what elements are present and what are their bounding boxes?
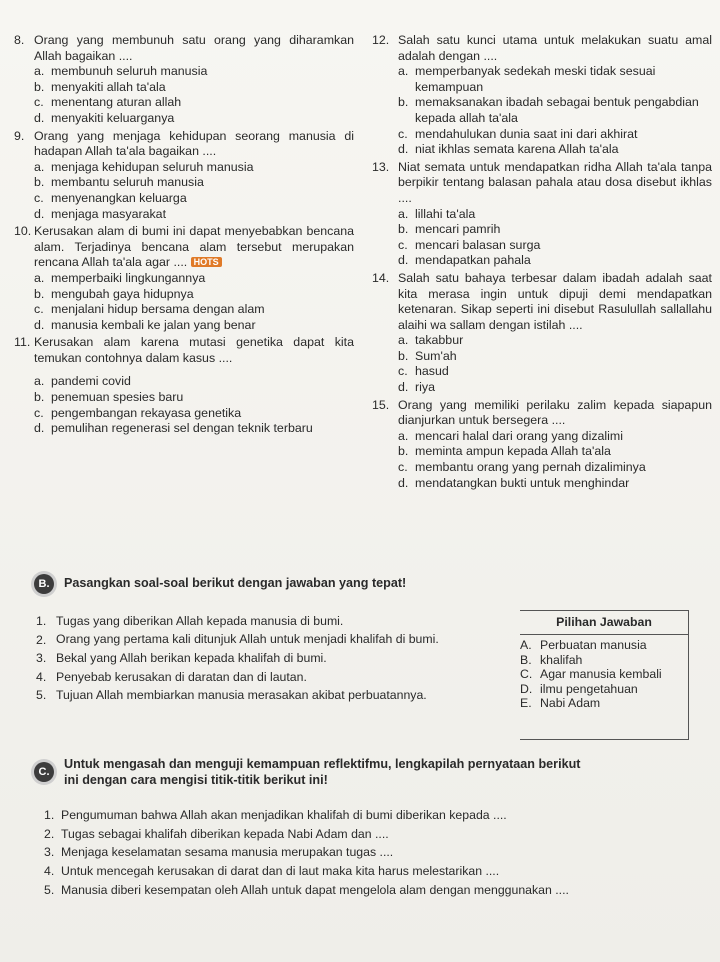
option[interactable]: a. lillahi ta'ala (398, 206, 476, 221)
answer-box-header: Pilihan Jawaban (520, 611, 688, 635)
option[interactable]: a. memperbaiki lingkungannya (34, 270, 206, 285)
answer-choice[interactable]: D. ilmu pengetahuan (520, 681, 638, 696)
section-c-title: Untuk mengasah dan menguji kemampuan reflektifmu, lengkapilah pernyataan berikut ini dengan cara mengisi titik-titik berikut ini! (64, 757, 581, 787)
option[interactable]: c. menentang aturan allah (34, 95, 182, 110)
question-text: Kerusakan alam karena mutasi genetika dapat kita temukan contohnya dalam kasus .... (34, 335, 354, 365)
question-text: Orang yang menjaga kehidupan seorang manusia di hadapan Allah ta'ala bagaikan .... (34, 128, 354, 159)
option[interactable]: d. menjaga masyarakat (34, 206, 167, 221)
option[interactable]: b. meminta ampun kepada Allah ta'ala (398, 444, 611, 459)
option[interactable]: b. Sum'ah (398, 348, 457, 363)
option[interactable]: c. menjalani hidup bersama dengan alam (34, 302, 265, 317)
option[interactable]: a. takabbur (398, 333, 464, 348)
option[interactable]: d. pemulihan regenerasi sel dengan teknik terbaru (34, 421, 313, 436)
list-item: 2. Orang yang pertama kali ditunjuk Allah untuk menjadi khalifah di bumi. (36, 631, 439, 647)
question-number: 12. (372, 33, 390, 47)
list-item: 1. Tugas yang diberikan Allah kepada manusia di bumi. (36, 614, 344, 628)
question-10 (14, 224, 354, 333)
option[interactable]: b. memaksanakan ibadah sebagai bentuk pengabdian kepada allah ta'ala (398, 95, 699, 125)
question-12 (372, 33, 712, 158)
answer-choices-box (520, 610, 689, 740)
option[interactable]: b. menyakiti allah ta'ala (34, 79, 166, 94)
question-text: Orang yang membunuh satu orang yang diharamkan Allah bagaikan .... (34, 33, 354, 63)
option[interactable]: b. mengubah gaya hidupnya (34, 286, 194, 301)
question-number: 11. (14, 335, 31, 350)
question-13 (372, 160, 712, 269)
list-item: 3. Bekal yang Allah berikan kepada khalifah di bumi. (36, 651, 327, 666)
option[interactable]: d. manusia kembali ke jalan yang benar (34, 317, 256, 332)
list-item: 5. Manusia diberi kesempatan oleh Allah untuk dapat mengelola alam dengan menggunakan .... (44, 882, 569, 897)
option[interactable]: c. menyenangkan keluarga (34, 190, 187, 205)
question-text: Orang yang memiliki perilaku zalim kepada siapapun dianjurkan untuk bersegera .... (398, 397, 712, 428)
question-8 (14, 33, 354, 127)
question-15 (372, 398, 712, 492)
option[interactable]: a. membunuh seluruh manusia (34, 64, 208, 79)
option[interactable]: a. mencari halal dari orang yang dizalimi (398, 428, 623, 443)
right-column (372, 33, 712, 491)
option[interactable]: d. riya (398, 380, 435, 395)
answer-choice[interactable]: E. Nabi Adam (520, 696, 601, 711)
question-number: 10. (14, 224, 32, 239)
question-text: Salah satu kunci utama untuk melakukan suatu amal adalah dengan .... (398, 33, 712, 63)
question-number: 8. (14, 33, 25, 47)
list-item: 1. Pengumuman bahwa Allah akan menjadikan khalifah di bumi diberikan kepada .... (44, 808, 507, 822)
question-text: Kerusakan alam di bumi ini dapat menyebabkan bencana alam. Terjadinya bencana alam tersebut merupakan rencana Allah ta'ala agar .... HOTS (34, 224, 354, 270)
option[interactable]: d. menyakiti keluarganya (34, 110, 175, 125)
hots-badge: HOTS (191, 257, 222, 267)
section-c-heading (34, 756, 580, 788)
option[interactable]: c. mencari balasan surga (398, 237, 541, 252)
left-column (14, 33, 354, 437)
option[interactable]: a. menjaga kehidupan seluruh manusia (34, 159, 254, 174)
answer-choice[interactable]: B. khalifah (520, 652, 583, 667)
option[interactable]: b. membantu seluruh manusia (34, 175, 204, 190)
option[interactable]: c. pengembangan rekayasa genetika (34, 405, 242, 420)
question-text: Salah satu bahaya terbesar dalam ibadah adalah saat kita merasa ingin untuk dipuji demi mendapatkan ketenaran. Sikap seperti ini disebut Rasulullah sallallahu alaihi wa sallam dengan istilah .... (398, 270, 712, 332)
section-b-heading (34, 574, 406, 594)
question-text: Niat semata untuk mendapatkan ridha Allah ta'ala tanpa berpikir tentang balasan pahala atau dosa disebut ikhlas .... (398, 159, 712, 205)
question-number: 14. (372, 270, 390, 285)
fill-in-questions (44, 806, 704, 900)
option[interactable]: d. niat ikhlas semata karena Allah ta'ala (398, 142, 619, 157)
list-item: 4. Penyebab kerusakan di daratan dan di lautan. (36, 669, 307, 684)
list-item: 4. Untuk mencegah kerusakan di darat dan di laut maka kita harus melestarikan .... (44, 864, 500, 879)
section-b-badge: B. (34, 574, 54, 594)
option[interactable]: c. mendahulukan dunia saat ini dari akhirat (398, 126, 638, 141)
option[interactable]: d. mendapatkan pahala (398, 253, 531, 268)
option[interactable]: b. penemuan spesies baru (34, 390, 184, 405)
question-number: 15. (372, 397, 390, 412)
section-c-badge: C. (34, 762, 54, 782)
option[interactable]: c. hasud (398, 364, 449, 379)
option[interactable]: c. membantu orang yang pernah dizaliminya (398, 460, 646, 475)
question-9 (14, 129, 354, 223)
question-14 (372, 271, 712, 396)
option[interactable]: b. mencari pamrih (398, 222, 501, 237)
option[interactable]: a. memperbanyak sedekah meski tidak sesuai kemampuan (398, 64, 656, 94)
question-number: 9. (14, 128, 25, 143)
answer-choice[interactable]: A. Perbuatan manusia (520, 638, 647, 653)
answer-choice[interactable]: C. Agar manusia kembali (520, 667, 662, 682)
matching-questions (36, 612, 516, 705)
list-item: 2. Tugas sebagai khalifah diberikan kepada Nabi Adam dan .... (44, 826, 389, 841)
list-item: 5. Tujuan Allah membiarkan manusia merasakan akibat perbuatannya. (36, 688, 427, 703)
question-number: 13. (372, 159, 390, 174)
option[interactable]: d. mendatangkan bukti untuk menghindar (398, 475, 630, 490)
list-item: 3. Menjaga keselamatan sesama manusia merupakan tugas .... (44, 845, 394, 860)
question-11 (14, 335, 354, 437)
section-b-title: Pasangkan soal-soal berikut dengan jawaban yang tepat! (64, 576, 407, 590)
option[interactable]: a. pandemi covid (34, 374, 131, 389)
